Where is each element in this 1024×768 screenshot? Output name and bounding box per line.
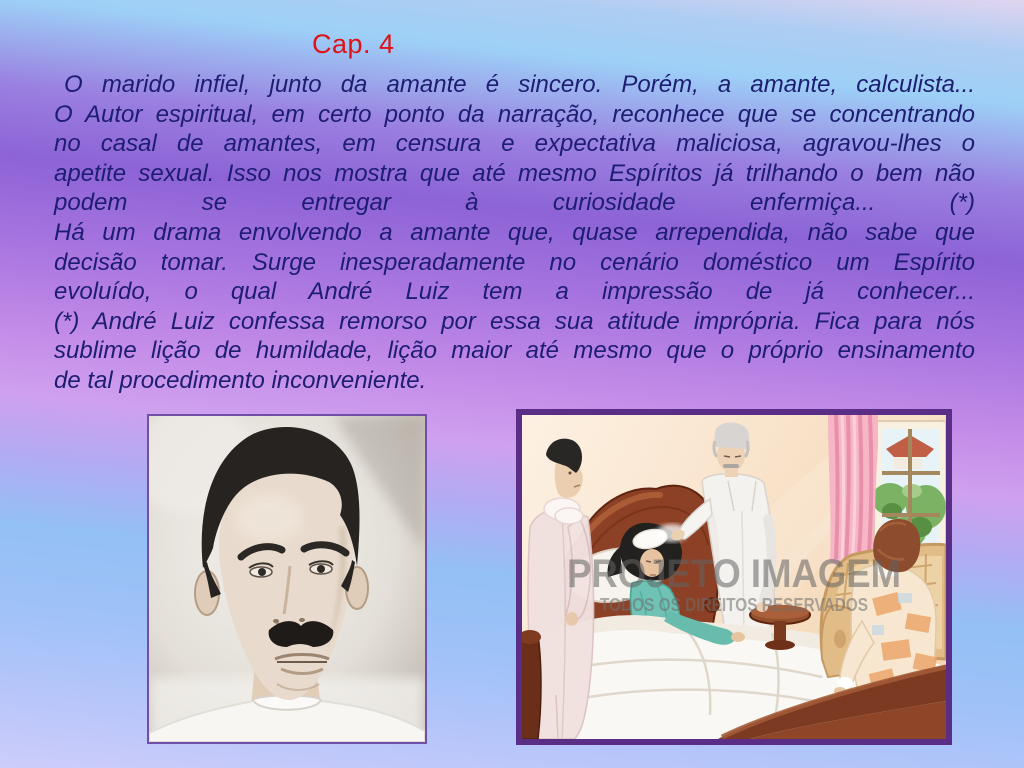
bedpost	[522, 630, 541, 739]
body-text-block	[54, 70, 975, 396]
text-line: evoluído, o qual André Luiz tem a impressão de já conhecer...	[54, 278, 975, 306]
text-line: O Autor espiritual, em certo ponto da narração, reconhece que se concentrando	[54, 100, 975, 128]
text-line: decisão tomar. Surge inesperadamente no cenário doméstico um Espírito	[54, 248, 975, 276]
watermark	[567, 552, 901, 615]
curtain	[828, 415, 878, 568]
gray-hair	[715, 422, 750, 449]
text-line: sublime lição de humildade, lição maior até mesmo que o próprio ensinamento	[54, 337, 975, 365]
text-line: Há um drama envolvendo a amante que, quase arrependida, não sabe que	[54, 218, 975, 246]
text-line: apetite sexual. Isso nos mostra que até mesmo Espíritos já trilhando o bem não	[54, 159, 975, 187]
bedroom-illustration	[522, 415, 946, 739]
hand	[566, 612, 578, 626]
portrait-image	[147, 414, 427, 744]
portrait-photo	[149, 416, 425, 742]
watermark-text-2: TODOS OS DIREITOS RESERVADOS	[600, 595, 868, 615]
patient-hand	[731, 632, 745, 642]
bedroom-illustration-image	[516, 409, 952, 745]
text-line: no casal de amantes, em censura e expectativa maliciosa, agravou-lhes o	[54, 130, 975, 158]
text-line: de tal procedimento inconveniente.	[54, 366, 427, 394]
text-line: podem se entregar à curiosidade enfermiça... (*)	[54, 189, 975, 217]
text-line: (*) André Luiz confessa remorso por essa sua atitude imprópria. Fica para nós	[54, 307, 975, 335]
text-line: O marido infiel, junto da amante é sincero. Porém, a amante, calculista...	[64, 71, 975, 98]
slide-title: Cap. 4	[312, 29, 395, 59]
gray-mustache	[723, 464, 739, 468]
watermark-text-1: PROJETO IMAGEM	[567, 552, 901, 596]
